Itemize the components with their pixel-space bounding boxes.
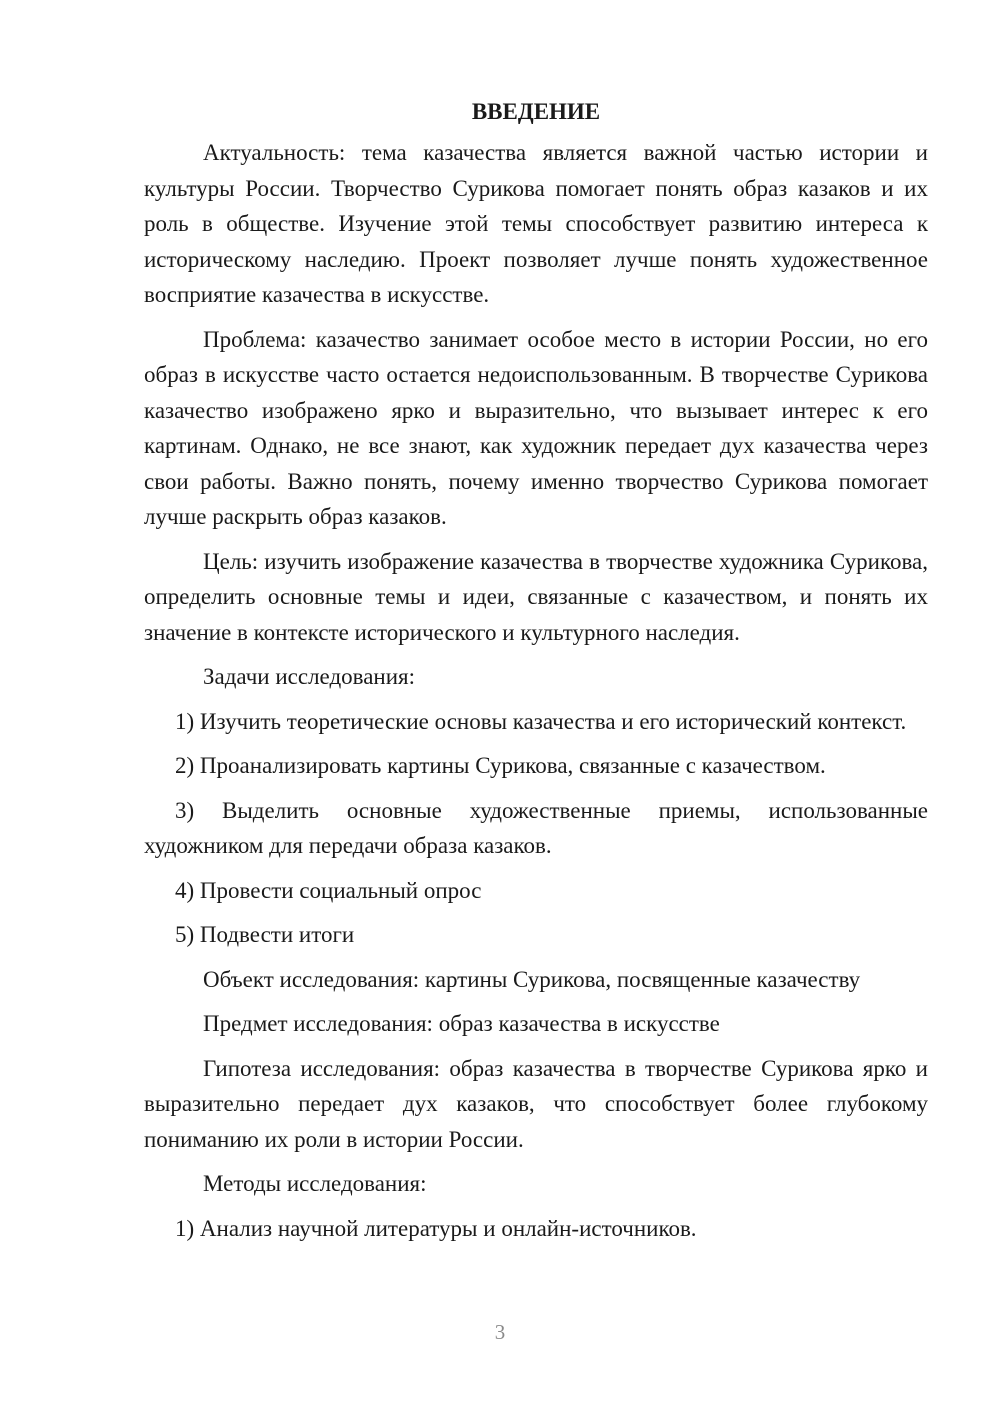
- page-content: [144, 96, 928, 1255]
- method-item-1: 1) Анализ научной литературы и онлайн-источников.: [175, 1215, 697, 1241]
- task-item-5: 5) Подвести итоги: [175, 922, 355, 947]
- page-title: ВВЕДЕНИЕ: [471, 99, 601, 124]
- page-number: 3: [494, 1320, 506, 1344]
- research-object: Объект исследования: картины Сурикова, посвященные казачеству: [203, 966, 861, 992]
- goal-paragraph: Цель: изучить изображение казачества в творчестве художника Сурикова, определить основные темы и идеи, связанные с казачеством, и понять их значение в контексте исторического и культурного наследия.: [144, 548, 928, 645]
- tasks-heading: Задачи исследования:: [203, 664, 416, 689]
- methods-heading: Методы исследования:: [203, 1171, 427, 1196]
- task-item-2: 2) Проанализировать картины Сурикова, связанные с казачеством.: [175, 753, 826, 778]
- relevance-paragraph: Актуальность: тема казачества является важной частью истории и культуры России. Творчество Сурикова помогает понять образ казаков и их роль в обществе. Изучение этой темы способствует развитию интереса к историческому наследию. Проект позволяет лучше понять художественное восприятие казачества в искусстве.: [144, 140, 928, 307]
- problem-paragraph: Проблема: казачество занимает особое место в истории России, но его образ в искусстве часто остается недоиспользованным. В творчестве Сурикова казачество изображено ярко и выразительно, что вызывает интерес к его картинам. Однако, не все знают, как художник передает дух казачества через свои работы. Важно понять, почему именно творчество Сурикова помогает лучше раскрыть образ казаков.: [144, 326, 928, 529]
- task-item-3: 3) Выделить основные художественные приемы, использованные художником для передачи образа казаков.: [144, 797, 928, 858]
- task-item-4: 4) Провести социальный опрос: [175, 877, 482, 903]
- research-hypothesis: Гипотеза исследования: образ казачества в творчестве Сурикова ярко и выразительно передает дух казаков, что способствует более глубокому пониманию их роли в истории России.: [144, 1055, 928, 1152]
- research-subject: Предмет исследования: образ казачества в искусстве: [203, 1011, 720, 1036]
- task-item-1: 1) Изучить теоретические основы казачества и его исторический контекст.: [175, 708, 907, 734]
